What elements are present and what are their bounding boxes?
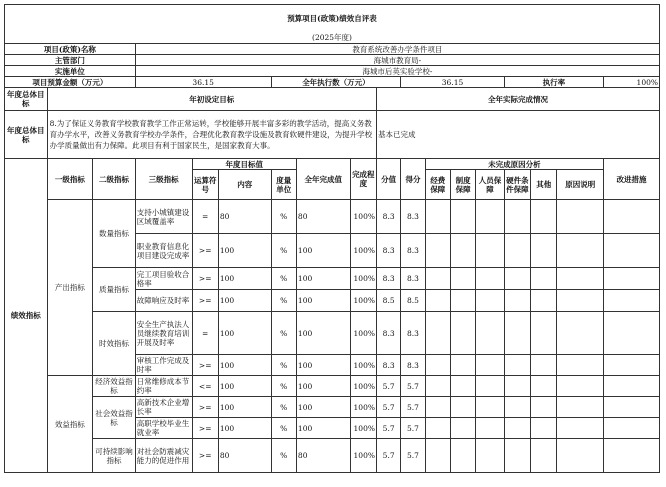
- indicator-weight: 5.7: [376, 376, 400, 397]
- indicator-degree: 100%: [350, 234, 376, 268]
- indicator-name: 对社会防震减灾能力的促进作用: [135, 439, 192, 473]
- indicator-degree: 100%: [350, 200, 376, 234]
- table-row: [5, 200, 660, 234]
- indicator-value: 80: [296, 439, 350, 473]
- indicator-score: 8.3: [401, 234, 425, 268]
- table-row: [5, 268, 660, 290]
- group-timeliness: 时效指标: [93, 312, 136, 376]
- degree-header: 完成程度: [350, 159, 376, 200]
- exec-total-value: 36.15: [401, 77, 504, 88]
- indicator-op: >=: [192, 397, 218, 418]
- group-benefit: 效益指标: [47, 376, 93, 473]
- indicator-score: 8.3: [401, 355, 425, 376]
- indicator-score: 8.3: [401, 312, 425, 355]
- indicator-unit: %: [271, 268, 296, 290]
- indicator-op: =: [192, 312, 218, 355]
- level3-header: 三级指标: [135, 159, 192, 200]
- r-explain-header: 原因说明: [557, 170, 604, 200]
- indicator-degree: 100%: [350, 376, 376, 397]
- indicator-unit: %: [271, 397, 296, 418]
- indicator-score: 5.7: [401, 418, 425, 439]
- r-hardware-header: 硬件条件保障: [504, 170, 530, 200]
- level2-header: 二级指标: [93, 159, 136, 200]
- group-economic: 经济效益指标: [93, 376, 136, 397]
- project-name-value: 教育系统改善办学条件项目: [135, 44, 659, 55]
- indicator-op: =: [192, 200, 218, 234]
- indicator-degree: 100%: [350, 355, 376, 376]
- unit-value: 海城市后英实验学校-: [135, 66, 659, 77]
- indicator-unit: %: [271, 418, 296, 439]
- indicator-unit: %: [271, 439, 296, 473]
- content-header: 内容: [218, 170, 271, 200]
- indicator-op: >=: [192, 234, 218, 268]
- indicator-value: 100: [296, 290, 350, 312]
- table-row: [5, 312, 660, 355]
- indicator-op: >=: [192, 290, 218, 312]
- indicator-content: 100: [218, 312, 271, 355]
- indicator-name: 高职学校毕业生就业率: [135, 418, 192, 439]
- indicator-op: <=: [192, 376, 218, 397]
- indicator-op: >=: [192, 355, 218, 376]
- indicator-weight: 8.3: [376, 312, 400, 355]
- indicator-name: 审核工作完成及时率: [135, 355, 192, 376]
- r-staff-header: 人员保障: [476, 170, 504, 200]
- group-output: 产出指标: [47, 200, 93, 376]
- indicator-name: 支持小城镇建设区域覆盖率: [135, 200, 192, 234]
- indicator-unit: %: [271, 200, 296, 234]
- indicator-weight: 5.7: [376, 418, 400, 439]
- indicator-value: 100: [296, 418, 350, 439]
- indicator-content: 100: [218, 268, 271, 290]
- annual-goal-label: 年度总体目标: [5, 88, 48, 111]
- indicator-content: 100: [218, 290, 271, 312]
- page-title: 预算项目(政策)绩效自评表: [5, 5, 660, 32]
- level1-header: 一级指标: [47, 159, 93, 200]
- indicator-score: 8.5: [401, 290, 425, 312]
- indicator-content: 100: [218, 234, 271, 268]
- indicator-value: 100: [296, 376, 350, 397]
- r-funding-header: 经费保障: [425, 170, 450, 200]
- indicator-name: 高新技术企业增长率: [135, 397, 192, 418]
- indicator-weight: 5.7: [376, 397, 400, 418]
- completion-text: 基本已完成: [376, 111, 659, 159]
- annual-goal-label-2: 年度总体目标: [5, 111, 48, 159]
- indicator-content: 100: [218, 418, 271, 439]
- score-value-header: 分值: [376, 159, 400, 200]
- indicator-op: >=: [192, 418, 218, 439]
- group-social: 社会效益指标: [93, 397, 136, 439]
- unit-label: 实施单位: [5, 66, 136, 77]
- dept-label: 主管部门: [5, 55, 136, 66]
- indicator-unit: %: [271, 355, 296, 376]
- reasons-header: 未完成原因分析: [425, 159, 603, 170]
- indicator-unit: %: [271, 234, 296, 268]
- indicator-score: 5.7: [401, 439, 425, 473]
- table-row: [5, 376, 660, 397]
- indicator-degree: 100%: [350, 268, 376, 290]
- unit-measure-header: 度量单位: [271, 170, 296, 200]
- indicator-weight: 5.7: [376, 439, 400, 473]
- indicator-weight: 8.3: [376, 268, 400, 290]
- indicator-value: 100: [296, 268, 350, 290]
- exec-total-label: 全年执行数（万元）: [271, 77, 401, 88]
- indicator-name: 日常维修成本节约率: [135, 376, 192, 397]
- indicator-weight: 8.3: [376, 200, 400, 234]
- indicator-value: 100: [296, 234, 350, 268]
- indicator-content: 100: [218, 397, 271, 418]
- score-header: 得分: [401, 159, 425, 200]
- evaluation-table: [4, 4, 660, 473]
- indicator-weight: 8.5: [376, 290, 400, 312]
- indicator-degree: 100%: [350, 312, 376, 355]
- indicator-weight: 8.3: [376, 355, 400, 376]
- indicator-name: 故障响应及时率: [135, 290, 192, 312]
- dept-value: 海城市教育局-: [135, 55, 659, 66]
- indicator-value: 100: [296, 397, 350, 418]
- indicator-value: 100: [296, 355, 350, 376]
- group-quality: 质量指标: [93, 268, 136, 312]
- budget-label: 项目预算金额（万元）: [5, 77, 136, 88]
- indicator-unit: %: [271, 312, 296, 355]
- indicator-value: 100: [296, 312, 350, 355]
- indicator-content: 100: [218, 376, 271, 397]
- completion-header: 全年实际完成情况: [376, 88, 659, 111]
- indicator-unit: %: [271, 290, 296, 312]
- indicator-score: 8.3: [401, 200, 425, 234]
- indicator-name: 安全生产执法人员继续教育培训开展及时率: [135, 312, 192, 355]
- indicator-content: 80: [218, 200, 271, 234]
- report-year: (2025年度): [5, 32, 660, 44]
- exec-rate-label: 执行率: [504, 77, 603, 88]
- group-sustain: 可持续影响指标: [93, 439, 136, 473]
- goal-text: 8.为了保证义务教育学校教育教学工作正常运转，学校能够开展丰富多彩的教学活动，提高义务教育办学水平，改善义务教育学校办学条件，合理优化教育教学设施及教育软硬件建设，为提升学校办学质量做出有力保障。此项目有利于国家民生，是国家教育大事。: [47, 111, 376, 159]
- full-year-value-header: 全年完成值: [296, 159, 350, 200]
- budget-value: 36.15: [135, 77, 271, 88]
- r-other-header: 其他: [531, 170, 557, 200]
- indicator-name: 完工项目验收合格率: [135, 268, 192, 290]
- table-row: [5, 397, 660, 418]
- indicator-op: >=: [192, 268, 218, 290]
- indicator-degree: 100%: [350, 290, 376, 312]
- indicator-name: 职业教育信息化项目建设完成率: [135, 234, 192, 268]
- indicator-score: 5.7: [401, 397, 425, 418]
- indicator-unit: %: [271, 376, 296, 397]
- indicator-op: >=: [192, 439, 218, 473]
- initial-goal-header: 年初设定目标: [47, 88, 376, 111]
- improve-header: 改进措施: [604, 159, 660, 200]
- indicator-degree: 100%: [350, 397, 376, 418]
- indicator-content: 100: [218, 355, 271, 376]
- indicator-score: 8.3: [401, 268, 425, 290]
- indicator-score: 5.7: [401, 376, 425, 397]
- annual-value-header: 年度目标值: [192, 159, 296, 170]
- group-quantity: 数量指标: [93, 200, 136, 268]
- exec-rate-value: 100%: [604, 77, 660, 88]
- indicator-weight: 8.3: [376, 234, 400, 268]
- table-row: [5, 439, 660, 473]
- perf-indicator-label: 绩效指标: [5, 159, 48, 473]
- project-name-label: 项目(政策)名称: [5, 44, 136, 55]
- indicator-value: 80: [296, 200, 350, 234]
- indicator-degree: 100%: [350, 418, 376, 439]
- operator-header: 运算符号: [192, 170, 218, 200]
- r-system-header: 制度保障: [450, 170, 475, 200]
- indicator-content: 80: [218, 439, 271, 473]
- indicator-degree: 100%: [350, 439, 376, 473]
- evaluation-sheet: [4, 4, 660, 487]
